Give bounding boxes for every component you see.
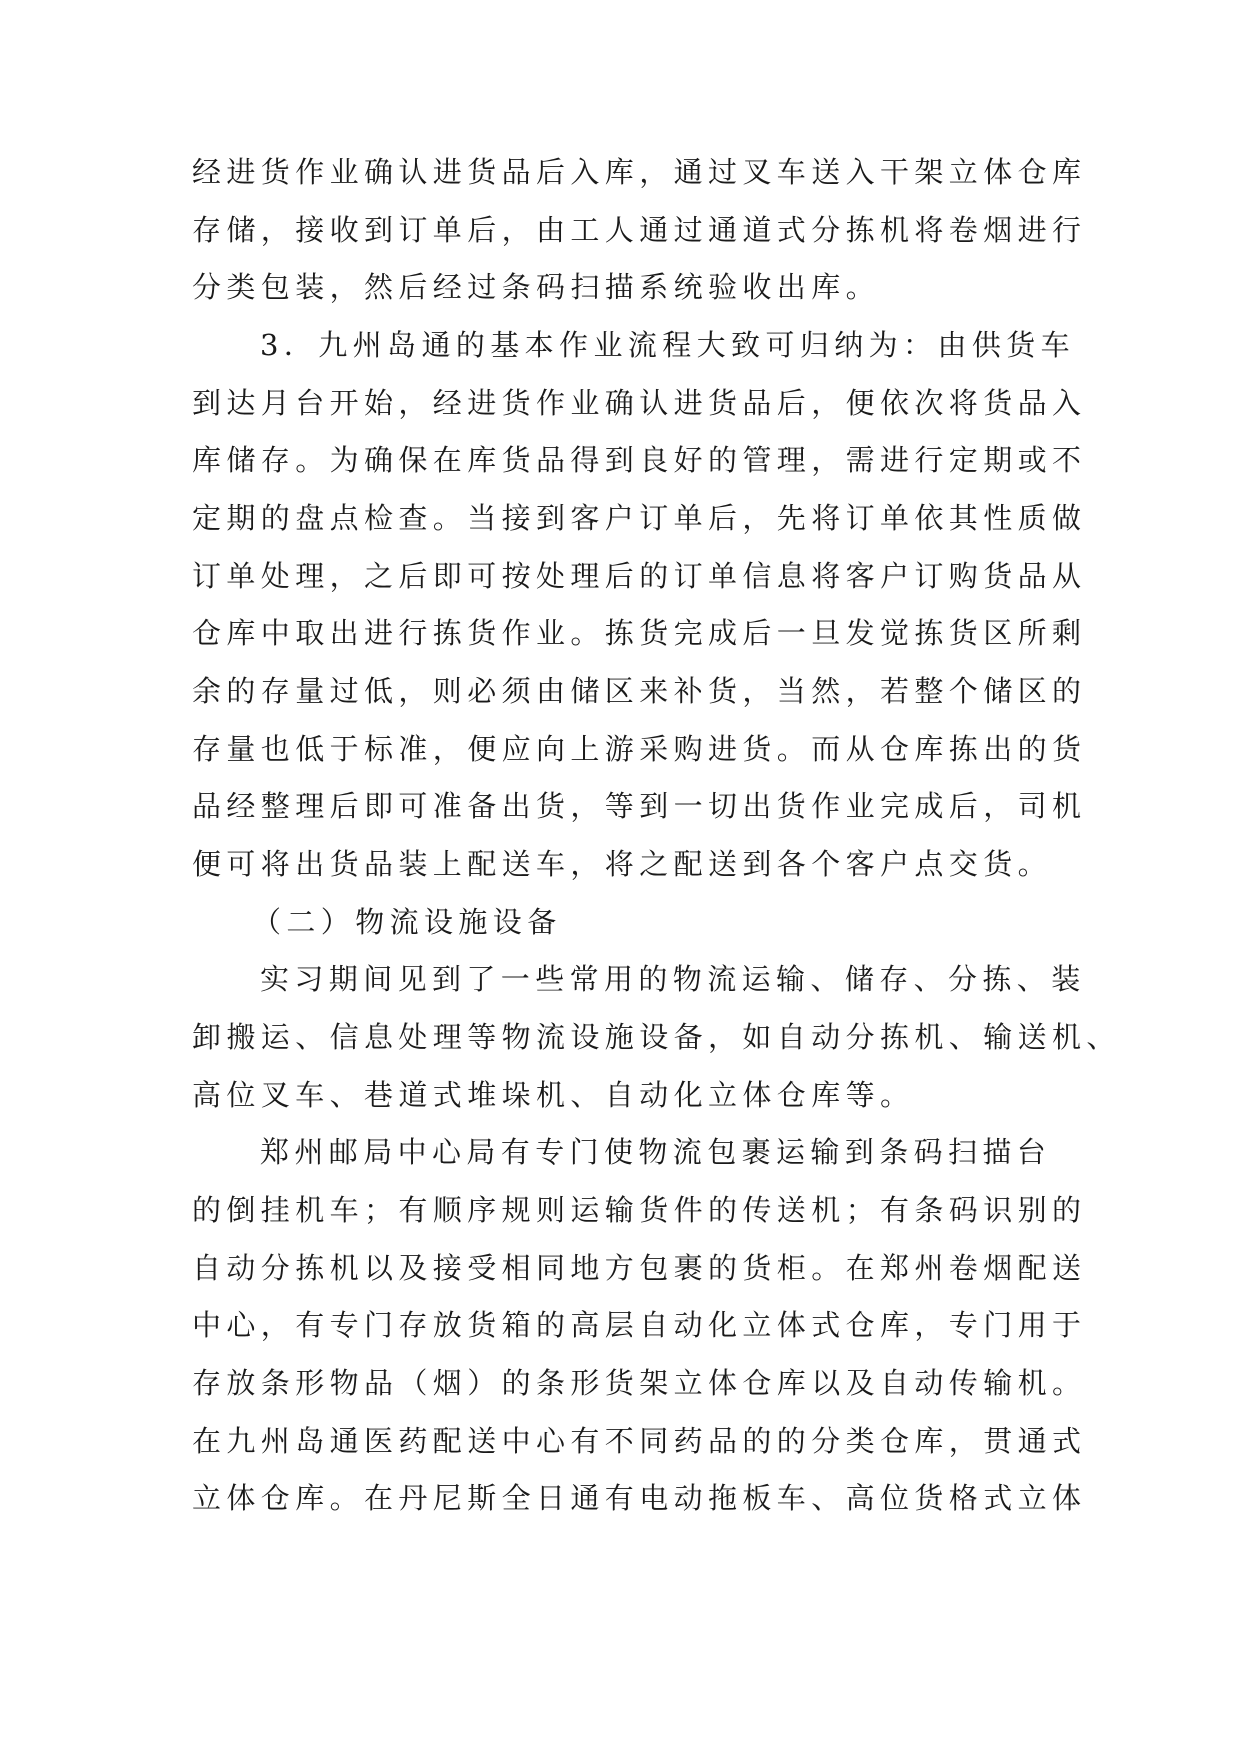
text-line: 订单处理，之后即可按处理后的订单信息将客户订购货品从 xyxy=(192,559,1087,593)
text-line: 高位叉车、巷道式堆垛机、自动化立体仓库等。 xyxy=(192,1078,915,1112)
text-line: 仓库中取出进行拣货作业。拣货完成后一旦发觉拣货区所剩 xyxy=(192,616,1087,650)
text-line: 存放条形物品（烟）的条形货架立体仓库以及自动传输机。 xyxy=(192,1366,1087,1400)
text-line: 自动分拣机以及接受相同地方包裹的货柜。在郑州卷烟配送 xyxy=(192,1251,1087,1285)
text-line: 存量也低于标准，便应向上游采购进货。而从仓库拣出的货 xyxy=(192,732,1087,766)
text-line: 库储存。为确保在库货品得到良好的管理，需进行定期或不 xyxy=(192,443,1087,477)
text-line: 分类包装，然后经过条码扫描系统验收出库。 xyxy=(192,270,881,304)
text-line: 中心，有专门存放货箱的高层自动化立体式仓库，专门用于 xyxy=(192,1308,1087,1342)
section-heading: （二）物流设施设备 xyxy=(252,905,562,939)
text-line: 的倒挂机车；有顺序规则运输货件的传送机；有条码识别的 xyxy=(192,1193,1087,1227)
text-line: 存储，接收到订单后，由工人通过通道式分拣机将卷烟进行 xyxy=(192,213,1087,247)
text-line: 到达月台开始，经进货作业确认进货品后，便依次将货品入 xyxy=(192,386,1087,420)
text-line: 立体仓库。在丹尼斯全日通有电动拖板车、高位货格式立体 xyxy=(192,1481,1087,1515)
text-line: 3．九州岛通的基本作业流程大致可归纳为：由供货车 xyxy=(260,328,1076,362)
text-line: 经进货作业确认进货品后入库，通过叉车送入干架立体仓库 xyxy=(192,155,1087,189)
text-line: 在九州岛通医药配送中心有不同药品的的分类仓库，贯通式 xyxy=(192,1424,1087,1458)
text-line: 品经整理后即可准备出货，等到一切出货作业完成后，司机 xyxy=(192,789,1087,823)
text-line: 卸搬运、信息处理等物流设施设备，如自动分拣机、输送机、 xyxy=(192,1020,1121,1054)
text-line: 郑州邮局中心局有专门使物流包裹运输到条码扫描台 xyxy=(260,1135,1052,1169)
text-line: 余的存量过低，则必须由储区来补货，当然，若整个储区的 xyxy=(192,674,1087,708)
text-line: 定期的盘点检查。当接到客户订单后，先将订单依其性质做 xyxy=(192,501,1087,535)
text-line: 便可将出货品装上配送车，将之配送到各个客户点交货。 xyxy=(192,847,1053,881)
text-line: 实习期间见到了一些常用的物流运输、储存、分拣、装 xyxy=(260,962,1086,996)
